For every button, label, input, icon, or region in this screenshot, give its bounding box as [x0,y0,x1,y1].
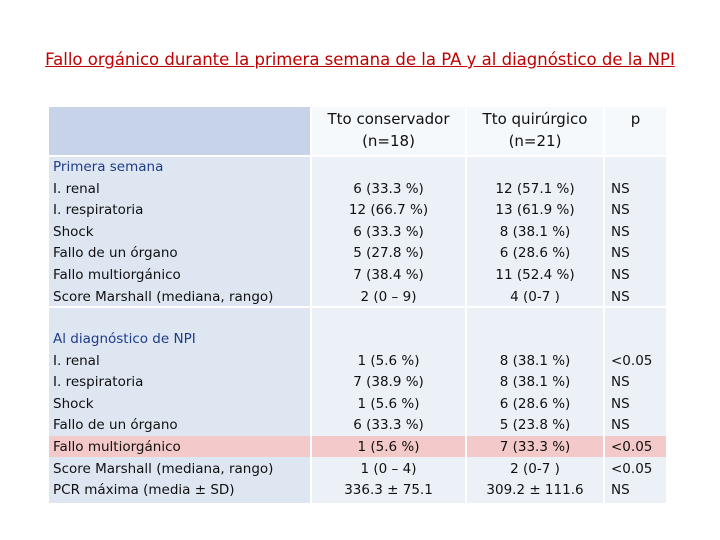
row-label: Shock [53,223,94,240]
row-label: I. respiratoria [53,374,144,391]
table-cell: NS [611,482,630,499]
row-label: Fallo de un órgano [53,245,178,262]
table-cell: NS [611,288,630,305]
table-cell: 1 (0 – 4) [360,460,417,477]
header-conservador-n: (n=18) [362,132,415,150]
primera-labels [53,157,273,308]
diagnostico-conservador-values [312,351,465,502]
row-label: Fallo multiorgánico [53,266,181,283]
row-label: I. respiratoria [53,202,144,219]
table-cell: 8 (38.1 %) [499,374,571,391]
diagnostico-p-values [611,351,652,502]
table-cell: NS [611,245,630,262]
table-cell: 12 (66.7 %) [348,202,429,219]
table-cell: 12 (57.1 %) [495,180,575,197]
header-p-label: p [630,110,641,128]
header-empty-cell [49,107,310,155]
header-conservador-label: Tto conservador [327,110,450,128]
table-cell: <0.05 [611,438,653,455]
table-cell: <0.05 [611,352,653,369]
table-cell: 336.3 ± 75.1 [344,482,433,499]
table-cell: 5 (23.8 %) [499,417,571,434]
table-cell: 1 (5.6 %) [357,352,420,369]
table-cell: NS [611,395,630,412]
table-cell: 1 (5.6 %) [357,438,420,455]
header-quirurgico-label: Tto quirúrgico [482,110,588,128]
row-label: PCR máxima (media ± SD) [53,482,235,499]
row-label: Fallo multiorgánico [53,438,181,455]
table-cell: 6 (28.6 %) [499,245,571,262]
primera-quirurgico-values [467,179,603,309]
diagnostico-quirurgico-values [467,351,603,502]
table-cell: NS [611,374,630,391]
table-cell: 8 (38.1 %) [499,223,571,240]
table-cell: 13 (61.9 %) [495,202,575,219]
table-cell: NS [611,417,630,434]
diagnostico-labels [53,329,273,502]
header-conservador [312,108,465,152]
table-cell: NS [611,223,630,240]
table-cell: 2 (0-7 ) [510,460,560,477]
row-label: I. renal [53,180,100,197]
header-quirurgico [467,108,603,152]
table-cell: 6 (33.3 %) [353,417,424,434]
primera-p-values [611,179,630,309]
page-title: Fallo orgánico durante la primera semana de la PA y al diagnóstico de la NPI [45,50,675,69]
table-cell: 7 (33.3 %) [499,438,571,455]
row-label: Score Marshall (mediana, rango) [53,288,274,305]
table-cell: NS [611,202,630,219]
table-cell: 11 (52.4 %) [495,266,575,283]
header-quirurgico-n: (n=21) [508,132,562,150]
primera-conservador-values [312,179,465,309]
table-cell: 2 (0 – 9) [360,288,417,305]
table-cell: 7 (38.9 %) [353,374,424,391]
table-cell: <0.05 [611,460,653,477]
table-cell: 6 (28.6 %) [499,395,571,412]
table-cell: 6 (33.3 %) [353,180,424,197]
row-label: Score Marshall (mediana, rango) [53,460,274,477]
table-cell: NS [611,180,630,197]
table-cell: 5 (27.8 %) [353,245,424,262]
header-p [605,108,666,130]
row-label: Fallo de un órgano [53,417,178,434]
table-cell: 8 (38.1 %) [499,352,571,369]
section-heading-diagnostico: Al diagnóstico de NPI [53,331,196,347]
table-cell: 309.2 ± 111.6 [486,482,584,499]
table-cell: 1 (5.6 %) [357,395,420,412]
table-cell: 6 (33.3 %) [353,223,424,240]
section-heading-primera: Primera semana [53,159,164,175]
row-label: I. renal [53,352,100,369]
table-cell: 7 (38.4 %) [353,266,424,283]
row-label: Shock [53,395,94,412]
table-cell: NS [611,266,630,283]
table-cell: 4 (0-7 ) [510,288,560,305]
